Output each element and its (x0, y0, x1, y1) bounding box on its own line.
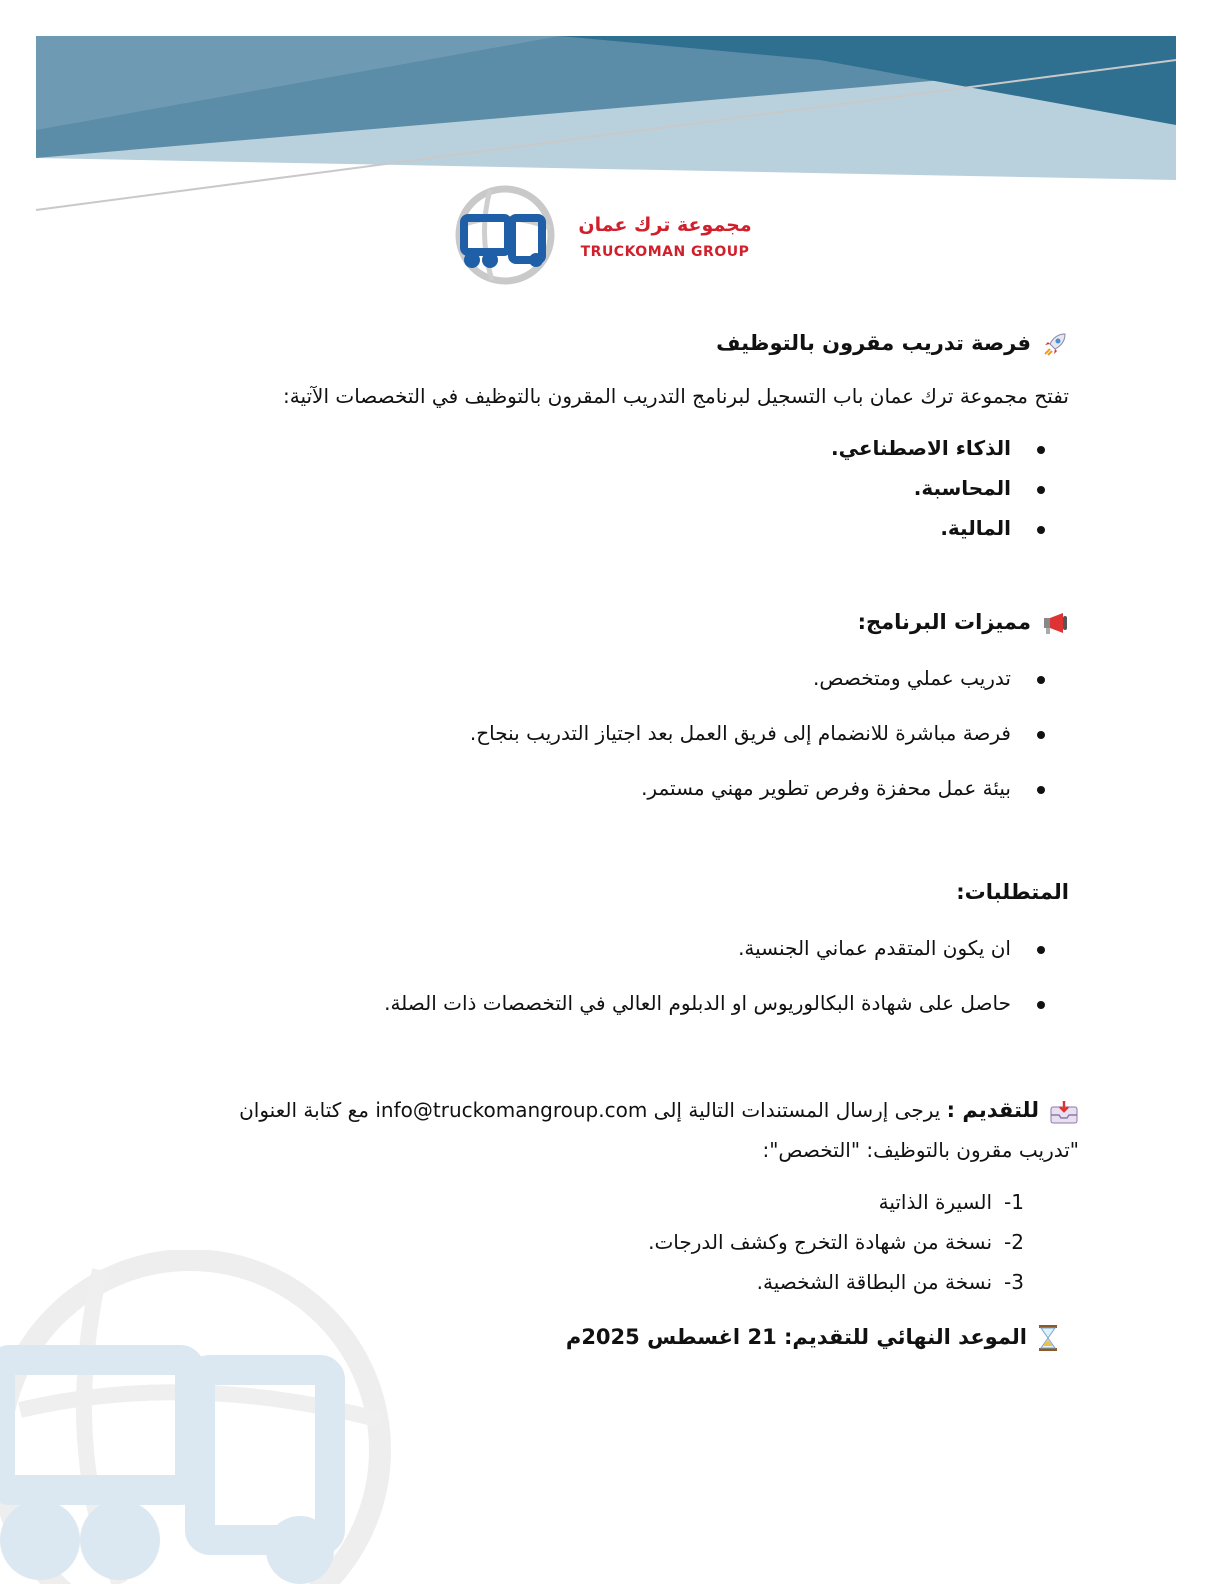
rocket-icon (1041, 330, 1069, 358)
company-logo (450, 180, 770, 290)
email-link[interactable]: info@truckomangroup.com (375, 1098, 648, 1122)
document-item: 2-نسخة من شهادة التخرج وكشف الدرجات. (648, 1230, 1024, 1254)
requirement-item: ان يكون المتقدم عماني الجنسية. (738, 936, 1069, 960)
logo-english-text: TRUCKOMAN GROUP (580, 244, 750, 260)
specialty-item: الذكاء الاصطناعي. (831, 436, 1069, 460)
document-item: 3-نسخة من البطاقة الشخصية. (756, 1270, 1024, 1294)
megaphone-icon (1041, 610, 1069, 636)
apply-line: للتقديم : يرجى إرسال المستندات التالية إلى info@truckomangroup.com مع كتابة العنوان (239, 1098, 1079, 1125)
title-text: فرصة تدريب مقرون بالتوظيف (716, 331, 1031, 355)
specialty-item: المالية. (940, 516, 1069, 540)
truckoman-emblem-icon (450, 180, 560, 290)
hourglass-icon (1037, 1324, 1059, 1352)
feature-item: تدريب عملي ومتخصص. (813, 666, 1069, 690)
deadline-date: 21 اغسطس 2025م (565, 1325, 777, 1349)
apply-label: للتقديم : (946, 1098, 1039, 1122)
feature-item: بيئة عمل محفزة وفرص تطوير مهني مستمر. (641, 776, 1069, 800)
logo-arabic-text: مجموعة ترك عمان (578, 214, 752, 236)
feature-item: فرصة مباشرة للانضمام إلى فريق العمل بعد اجتياز التدريب بنجاح. (470, 721, 1069, 745)
deadline: الموعد النهائي للتقديم: 21 اغسطس 2025م (566, 1324, 1059, 1352)
requirements-heading: المتطلبات: (956, 880, 1069, 904)
specialty-item: المحاسبة. (914, 476, 1069, 500)
inbox-tray-icon (1049, 1099, 1079, 1125)
watermark-logo (0, 1250, 420, 1584)
features-heading: مميزات البرنامج: (858, 610, 1069, 636)
intro-text: تفتح مجموعة ترك عمان باب التسجيل لبرنامج التدريب المقرون بالتوظيف في التخصصات الآتية: (282, 384, 1069, 408)
document-item: 1-السيرة الذاتية (878, 1190, 1024, 1214)
requirement-item: حاصل على شهادة البكالوريوس او الدبلوم العالي في التخصصات ذات الصلة. (384, 991, 1069, 1015)
page-title (716, 330, 1069, 358)
apply-title-format: "تدريب مقرون بالتوظيف: "التخصص": (762, 1138, 1079, 1162)
